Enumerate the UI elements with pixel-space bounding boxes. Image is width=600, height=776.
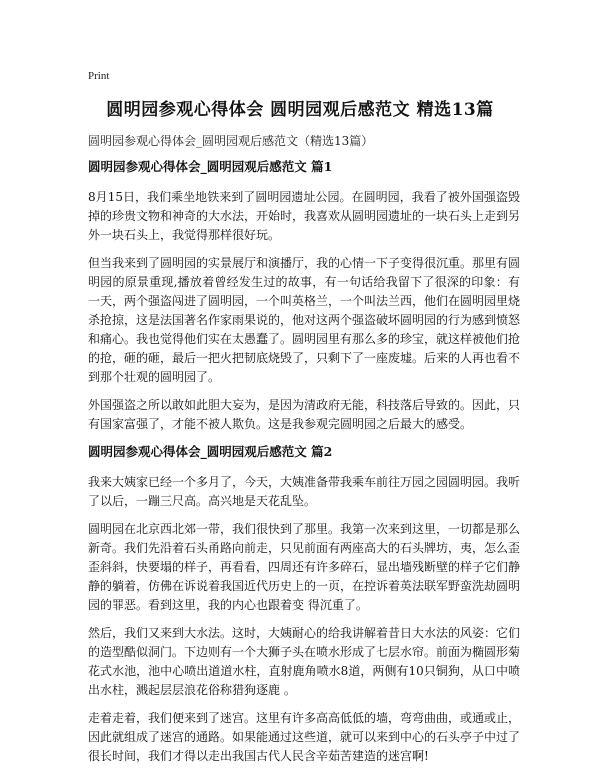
paragraph: 圆明园在北京西北郊一带，我们很快到了那里。我第一次来到这里，一切都是那么新奇。我们先沿着石头甬路向前走，只见前面有两座高大的石头牌坊，夷，怎么歪歪斜斜，快要塌的样子，再看看，四周还有许多碎石，显出墙残断壁的样子它们静静的躺着，仿佛在诉说着我国近代历史上的一页，在控诉着英法联军野蛮洗劫圆明园的罪恶。看到这里，我的内心也跟着变 得沉重了。 [88,522,521,612]
section-1 [88,158,520,434]
paragraph: 然后，我们又来到大水法。这时，大姨耐心的给我讲解着昔日大水法的风姿：它们的造型酷似洞门。下边则有一个大狮子头在喷水形成了七层水帘。前面为椭圆形菊花式水池，池中心喷出道道水柱，直射鹿角喷水8道，两侧有10只铜狗，从口中喷出水柱，溅起层层浪花俗称猎狗逐鹿 。 [88,626,521,697]
document-subtitle: 圆明园参观心得体会_圆明园观后感范文（精选13篇） [88,134,374,148]
document-body [88,158,520,775]
paragraph: 8月15日，我们乘坐地铁来到了圆明园遗址公园。在圆明园，我看了被外国强盗毁掉的珍贵文物和神奇的大水法，开始时，我喜欢从圆明园遗址的一块石头上走到另外一块石头上，我觉得那样很好玩。 [88,190,521,242]
paragraph: 但当我来到了圆明园的实景展厅和演播厅，我的心情一下子变得很沉重。那里有圆明园的原景重现,播放着曾经发生过的故事，有一句话给我留下了很深的印象：有一天，两个强盗闯进了圆明园，一个叫英格兰，一个叫法兰西，他们在圆明园里烧杀抢掠，这是法国著名作家雨果说的，他对这两个强盗破坏圆明园的行为感到愤怒和痛心。我也觉得他们实在太愚蠢了。圆明园里有那么多的珍宝，就这样被他们抢的抢，砸的砸，最后一把火把韧底烧毁了，只剩下了一座废墟。后来的人再也看不到那个壮观的圆明园了。 [88,256,521,384]
section-heading: 圆明园参观心得体会_圆明园观后感范文 篇2 [88,444,333,459]
page-title: 圆明园参观心得体会 圆明园观后感范文 精选13篇 [106,100,494,120]
paragraph: 走着走着，我们便来到了迷宫。这里有许多高高低低的墙，弯弯曲曲，或通或止，因此就组成了迷宫的通路。如果能通过这些道，就可以来到中心的石头亭子中过了很长时间，我们才得以走出我国古代人民含辛茹苦建造的迷宫啊! [88,711,521,763]
section-2 [88,443,520,766]
paragraph: 我来大姨家已经一个多月了，今天，大姨准备带我乘车前往万园之园圆明园。我听了以后，一蹦三尺高。高兴地是天花乱坠。 [88,475,521,508]
print-label: Print [88,70,110,82]
paragraph: 外国强盗之所以敢如此胆大妄为，是因为清政府无能，科技落后导致的。因此，只有国家富强了，才能不被人欺负。这是我参观完圆明园之后最大的感受。 [88,398,521,431]
section-heading: 圆明园参观心得体会_圆明园观后感范文 篇1 [88,159,333,174]
